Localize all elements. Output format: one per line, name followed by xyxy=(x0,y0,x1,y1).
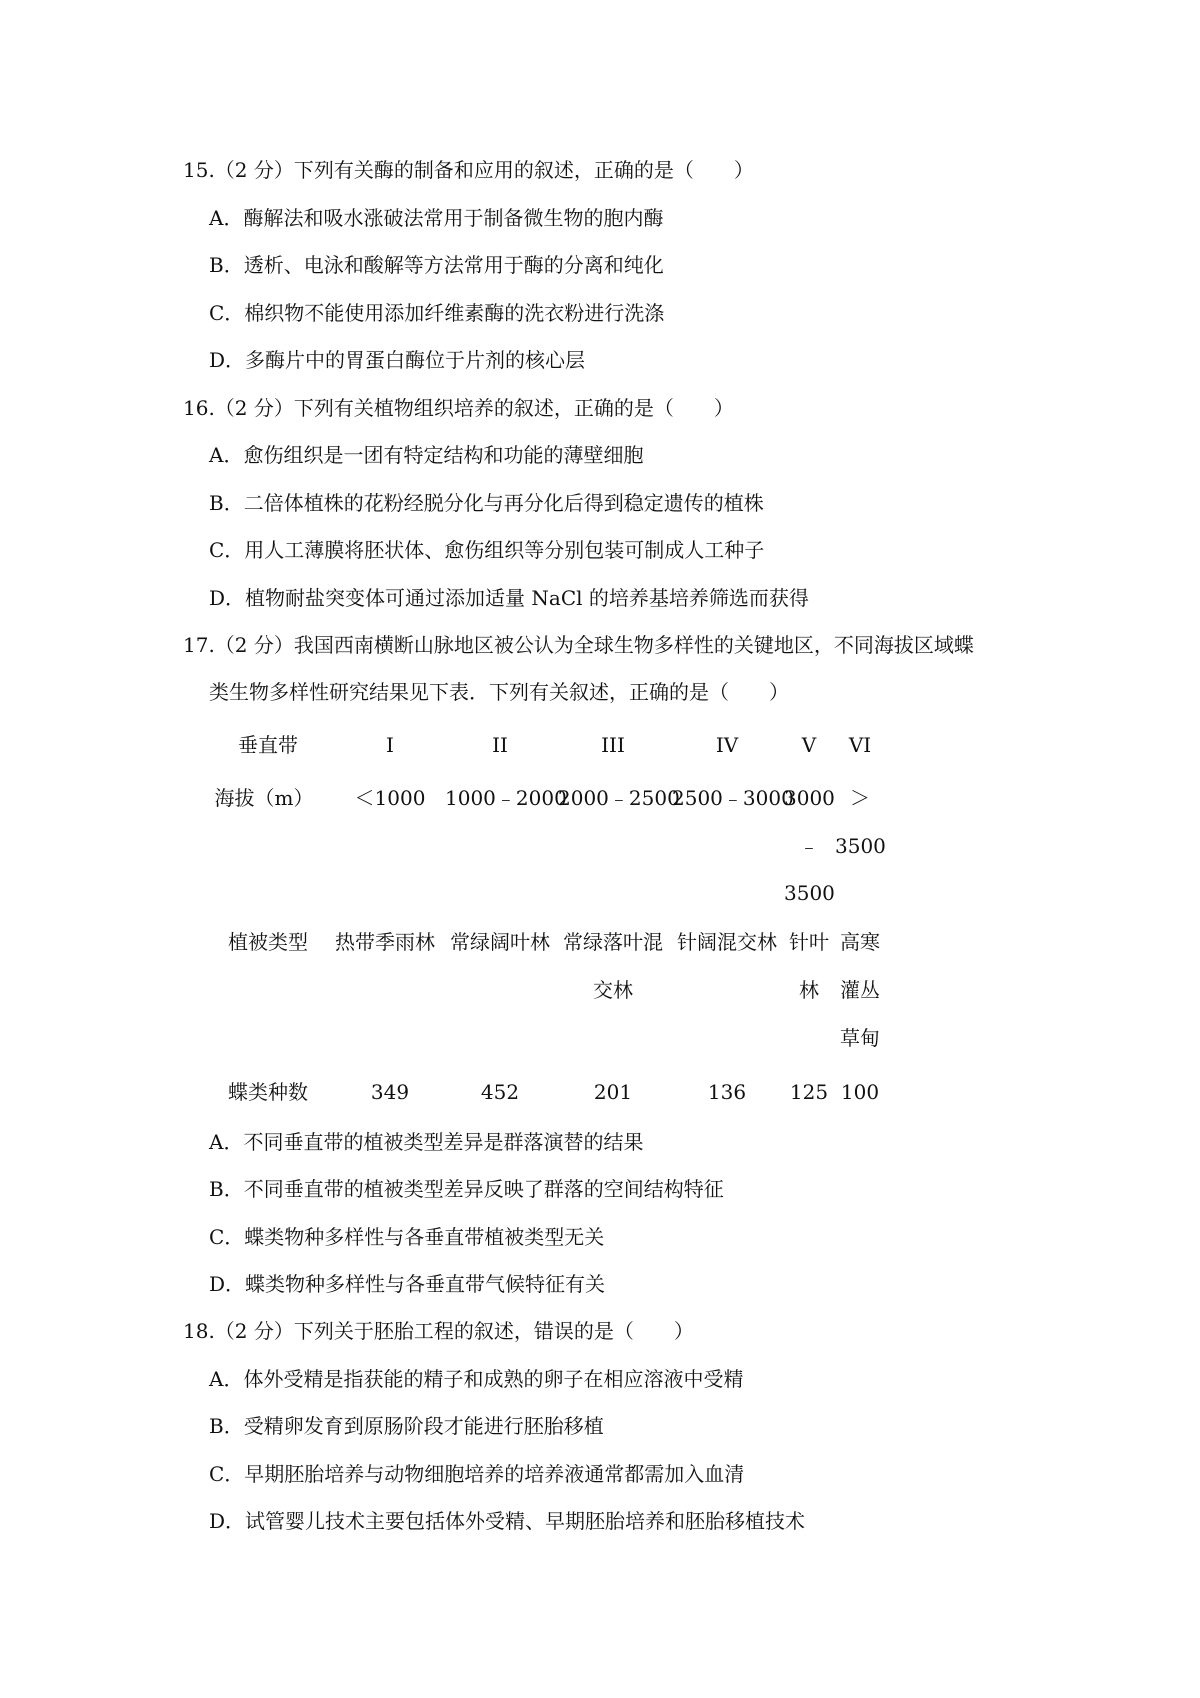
vegetation-zone-3-line-2: 交林 xyxy=(593,978,633,1002)
question-16-option-b: B．二倍体植株的花粉经脱分化与再分化后得到稳定遗传的植株 xyxy=(209,491,764,515)
question-17-stem-line-2: 类生物多样性研究结果见下表．下列有关叙述，正确的是（ ） xyxy=(209,680,789,704)
question-15-stem: 15.（2 分）下列有关酶的制备和应用的叙述，正确的是（ ） xyxy=(183,158,754,182)
vegetation-zone-2: 常绿阔叶林 xyxy=(450,930,550,954)
question-18-option-a: A．体外受精是指获能的精子和成熟的卵子在相应溶液中受精 xyxy=(209,1367,744,1391)
vegetation-zone-1: 热带季雨林 xyxy=(335,930,435,954)
question-18-option-c: C．早期胚胎培养与动物细胞培养的培养液通常都需加入血清 xyxy=(209,1462,745,1486)
vegetation-zone-6-line-1: 高寒 xyxy=(840,930,880,954)
altitude-zone-5-line-2: ﹣ xyxy=(799,834,819,858)
species-zone-1: 349 xyxy=(370,1080,410,1104)
question-18-option-d: D．试管婴儿技术主要包括体外受精、早期胚胎培养和胚胎移植技术 xyxy=(209,1509,806,1533)
species-zone-6: 100 xyxy=(840,1080,880,1104)
vegetation-zone-6-line-3: 草甸 xyxy=(840,1026,880,1050)
question-15-option-a: A．酶解法和吸水涨破法常用于制备微生物的胞内酶 xyxy=(209,206,664,230)
vegetation-zone-5-line-2: 林 xyxy=(799,978,819,1002)
altitude-zone-3: 2000﹣2500 xyxy=(558,786,680,810)
row-header-altitude: 海拔（m） xyxy=(214,786,314,810)
zone-label-3: III xyxy=(601,733,625,757)
zone-label-6: VI xyxy=(848,733,872,757)
altitude-zone-5-line-3: 3500 xyxy=(784,881,835,905)
question-15-option-b: B．透析、电泳和酸解等方法常用于酶的分离和纯化 xyxy=(209,253,664,277)
zone-label-4: IV xyxy=(715,733,739,757)
question-17-option-b: B．不同垂直带的植被类型差异反映了群落的空间结构特征 xyxy=(209,1177,724,1201)
zone-label-2: II xyxy=(492,733,508,757)
vegetation-zone-3-line-1: 常绿落叶混 xyxy=(563,930,663,954)
question-16-option-a: A．愈伤组织是一团有特定结构和功能的薄壁细胞 xyxy=(209,443,644,467)
altitude-zone-5-line-1: 3000 xyxy=(784,786,835,810)
altitude-zone-6-line-2: 3500 xyxy=(835,834,886,858)
zone-label-1: I xyxy=(386,733,394,757)
question-18-stem: 18.（2 分）下列关于胚胎工程的叙述，错误的是（ ） xyxy=(183,1319,694,1343)
question-16-stem: 16.（2 分）下列有关植物组织培养的叙述，正确的是（ ） xyxy=(183,396,734,420)
question-17-option-d: D．蝶类物种多样性与各垂直带气候特征有关 xyxy=(209,1272,606,1296)
question-15-option-d: D．多酶片中的胃蛋白酶位于片剂的核心层 xyxy=(209,348,586,372)
species-zone-3: 201 xyxy=(593,1080,633,1104)
question-17-option-c: C．蝶类物种多样性与各垂直带植被类型无关 xyxy=(209,1225,605,1249)
zone-label-5: V xyxy=(801,733,817,757)
altitude-zone-1: ＜1000 xyxy=(354,786,426,810)
question-17-option-a: A．不同垂直带的植被类型差异是群落演替的结果 xyxy=(209,1130,644,1154)
question-15-option-c: C．棉织物不能使用添加纤维素酶的洗衣粉进行洗涤 xyxy=(209,301,665,325)
question-16-option-d: D．植物耐盐突变体可通过添加适量 NaCl 的培养基培养筛选而获得 xyxy=(209,586,809,610)
row-header-zone: 垂直带 xyxy=(238,733,298,757)
altitude-zone-2: 1000﹣2000 xyxy=(445,786,567,810)
species-zone-4: 136 xyxy=(707,1080,747,1104)
species-zone-2: 452 xyxy=(480,1080,520,1104)
row-header-vegetation: 植被类型 xyxy=(228,930,308,954)
question-18-option-b: B．受精卵发育到原肠阶段才能进行胚胎移植 xyxy=(209,1414,604,1438)
vegetation-zone-5-line-1: 针叶 xyxy=(789,930,829,954)
altitude-zone-4: 2500﹣3000 xyxy=(672,786,794,810)
vegetation-zone-4: 针阔混交林 xyxy=(677,930,777,954)
species-zone-5: 125 xyxy=(789,1080,829,1104)
vegetation-zone-6-line-2: 灌丛 xyxy=(840,978,880,1002)
altitude-zone-6-line-1: ＞ xyxy=(850,786,870,810)
row-header-species: 蝶类种数 xyxy=(228,1080,308,1104)
question-17-stem-line-1: 17.（2 分）我国西南横断山脉地区被公认为全球生物多样性的关键地区，不同海拔区域蝶 xyxy=(183,633,974,657)
question-16-option-c: C．用人工薄膜将胚状体、愈伤组织等分别包装可制成人工种子 xyxy=(209,538,765,562)
